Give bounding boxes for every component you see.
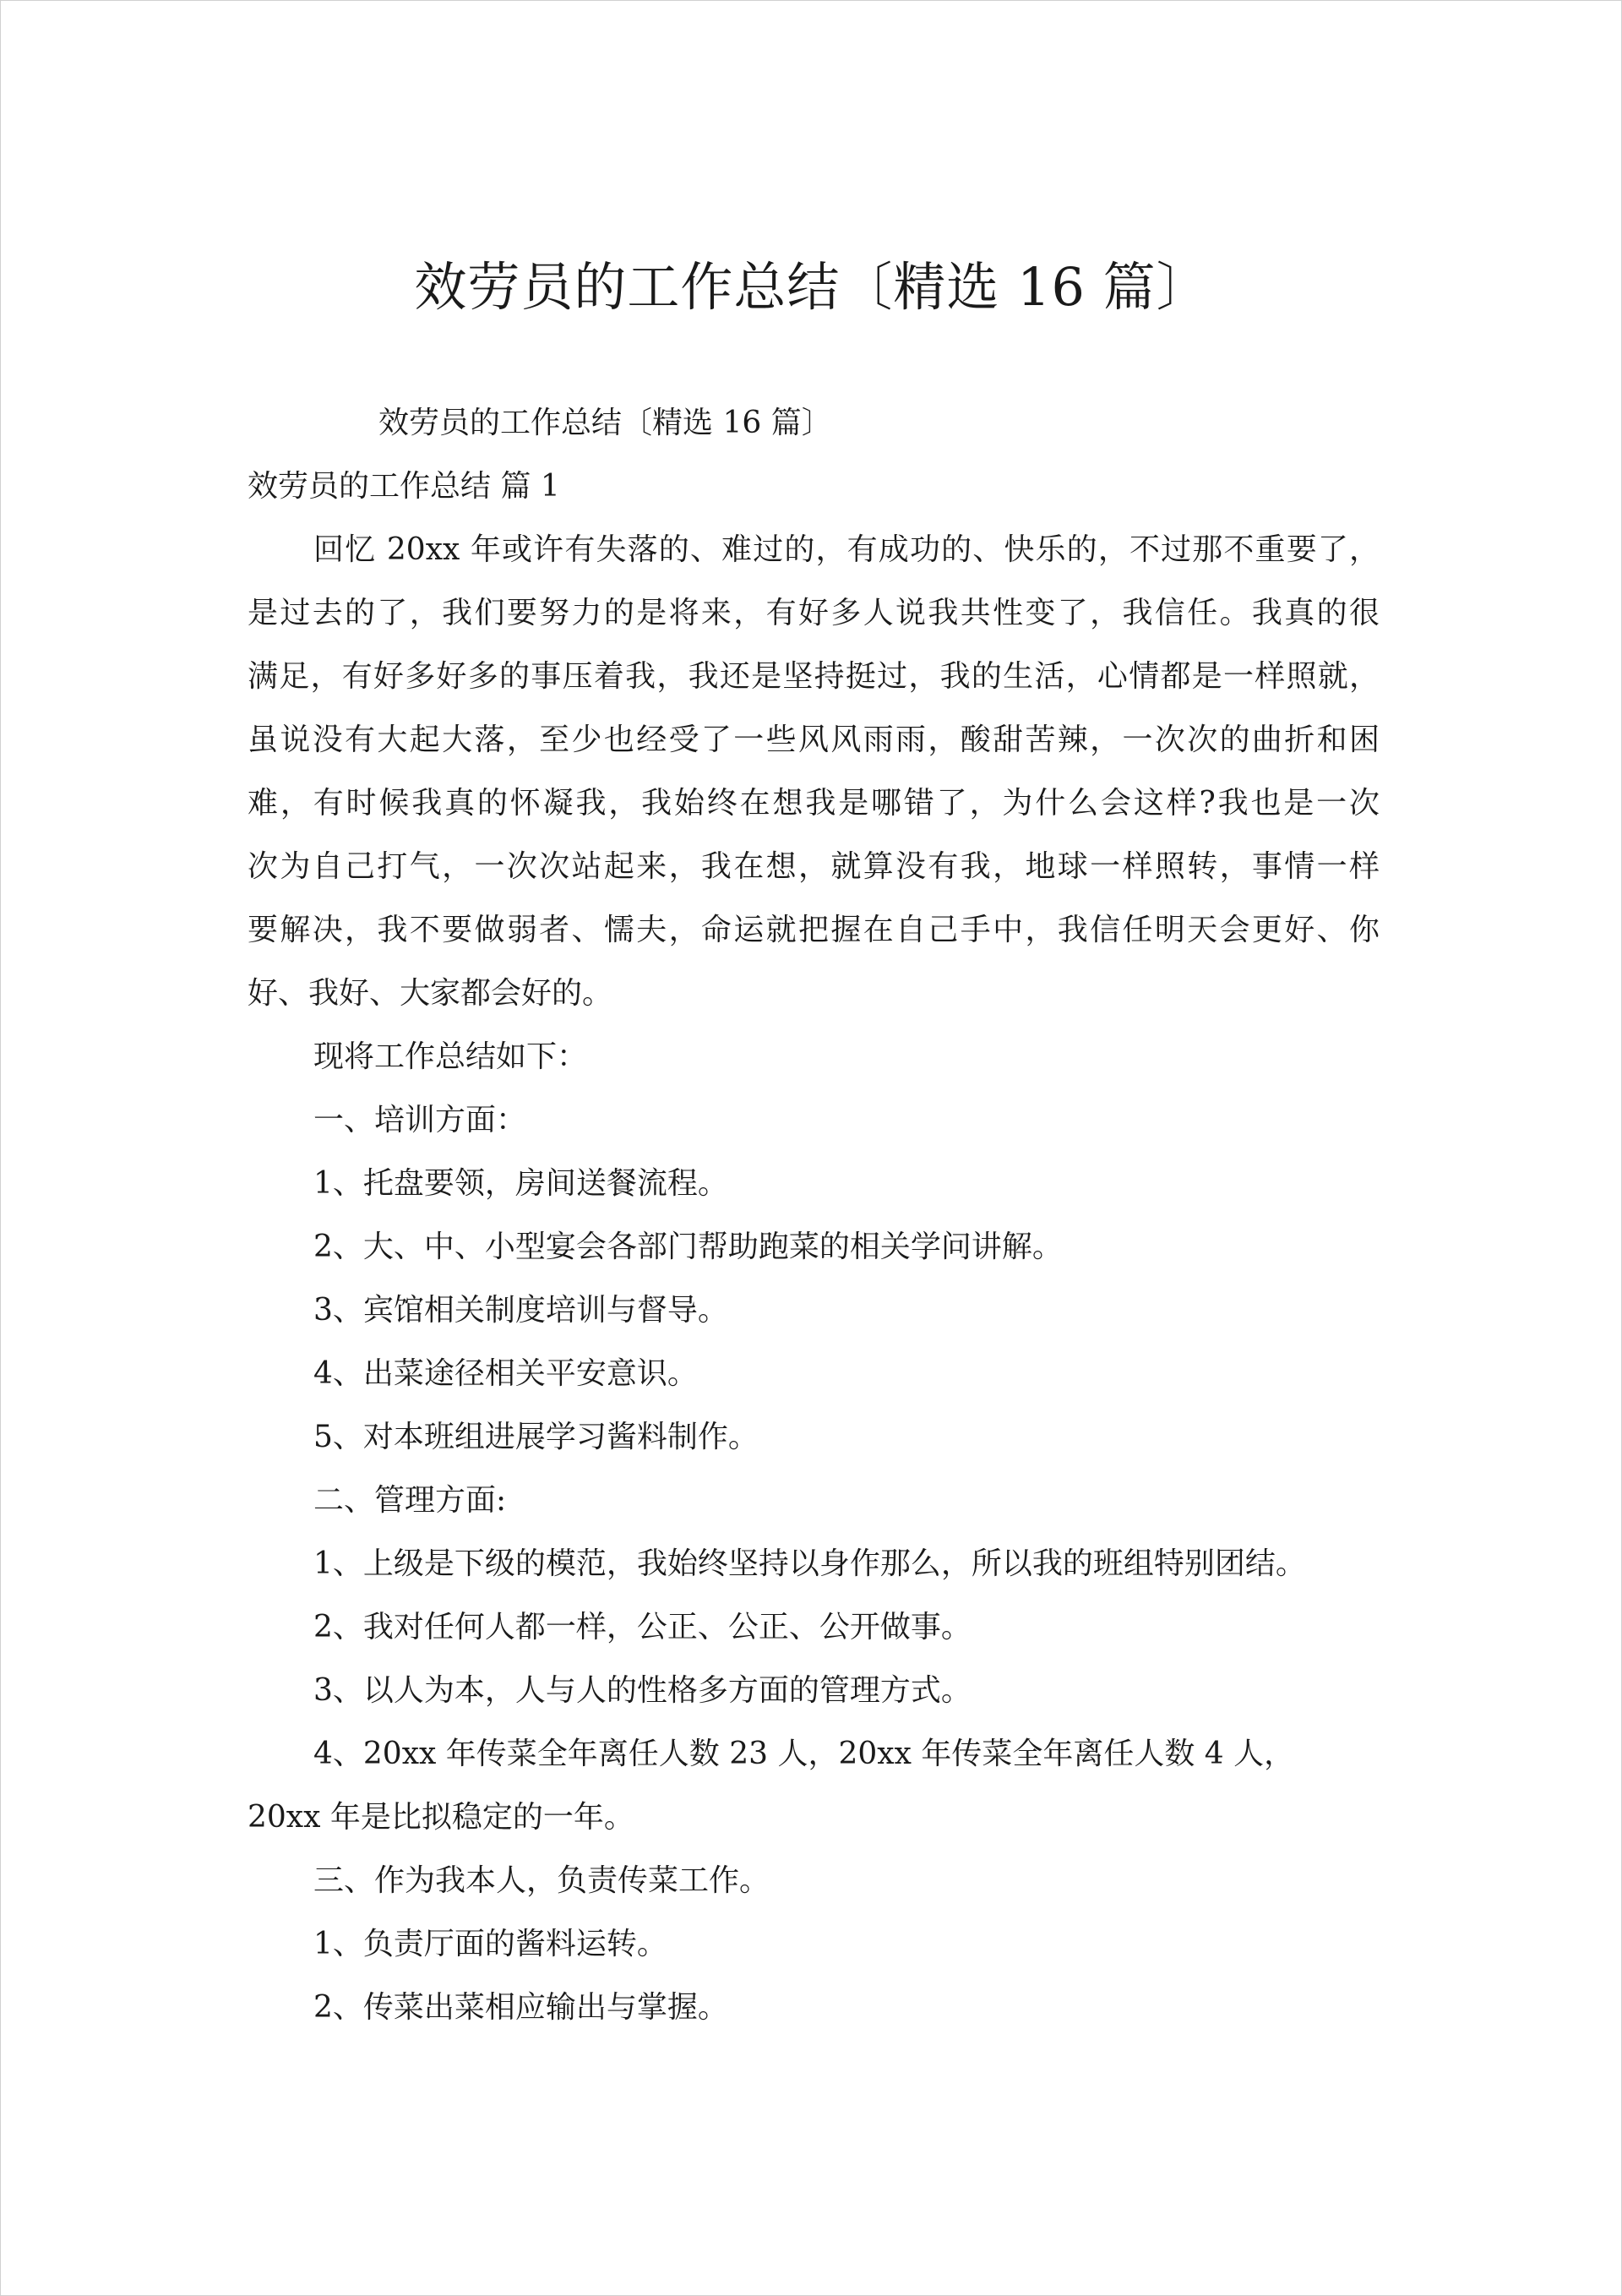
list-item: 4、出菜途径相关平安意识。: [313, 1356, 698, 1391]
list-item: 2、传菜出菜相应输出与掌握。: [313, 1990, 728, 2025]
paragraph-line: 虽说没有大起大落，至少也经受了一些风风雨雨，酸甜苦辣，一次次的曲折和困: [248, 723, 1380, 757]
intro-line: 现将工作总结如下：: [313, 1039, 588, 1074]
list-item: 4、20xx 年传菜全年离任人数 23 人，20xx 年传菜全年离任人数 4 人，: [313, 1737, 1295, 1771]
document-title: 效劳员的工作总结〔精选 16 篇〕: [414, 256, 1210, 318]
section-heading-training: 一、培训方面：: [313, 1103, 527, 1137]
list-item: 3、宾馆相关制度培训与督导。: [313, 1293, 728, 1328]
paragraph-line: 满足，有好多好多的事压着我，我还是坚持挺过，我的生活，心情都是一样照就，: [248, 659, 1380, 694]
section-heading: 效劳员的工作总结 篇 1: [248, 469, 560, 504]
list-item: 2、大、中、小型宴会各部门帮助跑菜的相关学问讲解。: [313, 1230, 1063, 1264]
paragraph-line: 是过去的了，我们要努力的是将来，有好多人说我共性变了，我信任。我真的很: [248, 596, 1380, 630]
list-item: 2、我对任何人都一样，公正、公正、公开做事。: [313, 1610, 972, 1644]
list-item: 1、负责厅面的酱料运转。: [313, 1927, 667, 1961]
paragraph-line: 要解决，我不要做弱者、懦夫，命运就把握在自己手中，我信任明天会更好、你: [248, 913, 1380, 947]
paragraph-line: 难，有时候我真的怀凝我，我始终在想我是哪错了，为什么会这样?我也是一次: [248, 786, 1380, 821]
paragraph-line: 回忆 20xx 年或许有失落的、难过的，有成功的、快乐的，不过那不重要了，: [313, 532, 1380, 567]
paragraph-line: 次为自己打气，一次次站起来，我在想，就算没有我，地球一样照转，事情一样: [248, 849, 1380, 884]
section-heading-management: 二、管理方面:: [313, 1483, 507, 1518]
document-subtitle: 效劳员的工作总结〔精选 16 篇〕: [378, 406, 832, 440]
list-item: 3、以人为本，人与人的性格多方面的管理方式。: [313, 1673, 972, 1708]
document-body: [248, 391, 1380, 2039]
list-item: 1、上级是下级的模范，我始终坚持以身作那么，所以我的班组特别团结。: [313, 1546, 1306, 1581]
section-heading-personal: 三、作为我本人，负责传菜工作。: [313, 1863, 770, 1898]
list-item: 1、托盘要领，房间送餐流程。: [313, 1166, 728, 1201]
list-item-continuation: 20xx 年是比拟稳定的一年。: [248, 1800, 634, 1835]
list-item: 5、对本班组进展学习酱料制作。: [313, 1420, 759, 1454]
paragraph-line: 好、我好、大家都会好的。: [248, 976, 613, 1011]
